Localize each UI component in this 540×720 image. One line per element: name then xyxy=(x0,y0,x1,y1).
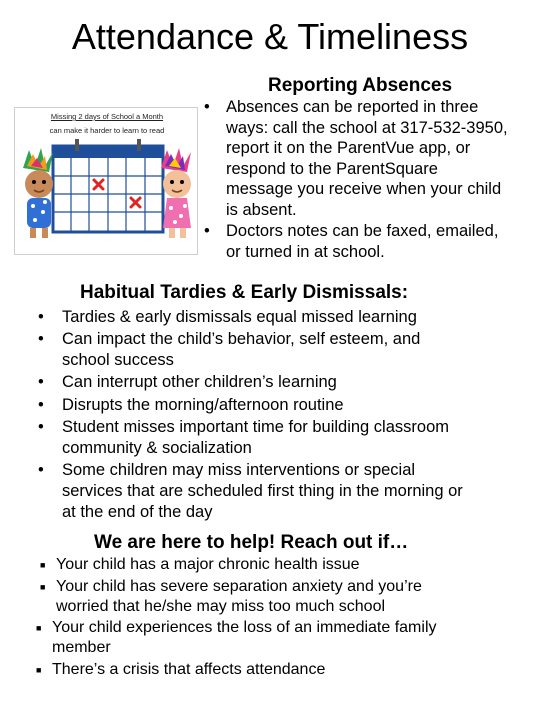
list-item: • Absences can be reported in three ways: call the school at 317-532-3950, report it on the ParentVue app, or respond to the ParentSquare message you receive when your child is absent. xyxy=(204,98,508,219)
bullet-icon: • xyxy=(38,330,44,349)
list-item: • Disrupts the morning/afternoon routine xyxy=(38,395,344,414)
reporting-absences-heading: Reporting Absences xyxy=(268,75,453,96)
help-list xyxy=(36,555,437,682)
bullet-icon: • xyxy=(38,308,44,326)
square-bullet-icon: ■ xyxy=(40,560,46,570)
bullet-icon: • xyxy=(38,461,44,480)
bullet-icon: • xyxy=(204,222,210,240)
help-heading: We are here to help! Reach out if… xyxy=(94,532,409,553)
attendance-illustration xyxy=(14,107,198,255)
bullet-icon: • xyxy=(38,395,44,414)
habitual-tardies-heading: Habitual Tardies & Early Dismissals: xyxy=(80,282,409,303)
list-item: ■ Your child experiences the loss of an immediate family member xyxy=(36,619,437,657)
list-item: • Doctors notes can be faxed, emailed, or turned in at school. xyxy=(204,222,499,261)
square-bullet-icon: ■ xyxy=(36,623,42,634)
calendar-with-trolls-icon xyxy=(15,108,199,256)
illustration-caption-line-1: Missing 2 days of School a Month xyxy=(50,112,164,121)
list-item: ■ Your child has severe separation anxiety and you’re worried that he/she may miss too much school xyxy=(40,577,422,615)
illustration-caption-line-2: can make it harder to learn to read xyxy=(49,126,165,135)
square-bullet-icon: ■ xyxy=(36,664,42,675)
habitual-tardies-list xyxy=(38,307,463,524)
list-item: • Can interrupt other children’s learning xyxy=(38,373,337,392)
bullet-icon: • xyxy=(204,98,210,116)
list-item: • Some children may miss interventions or special services that are scheduled first thing in the morning or at the end of the day xyxy=(38,461,463,521)
list-item: • Tardies & early dismissals equal missed learning xyxy=(38,308,417,326)
page-title: Attendance & Timeliness xyxy=(71,16,469,57)
list-item: ■ There’s a crisis that affects attendance xyxy=(36,660,437,680)
list-item: ■ Your child has a major chronic health issue xyxy=(40,555,437,575)
bullet-icon: • xyxy=(38,373,44,392)
square-bullet-icon: ■ xyxy=(40,581,46,592)
bullet-icon: • xyxy=(38,417,44,436)
list-item: • Student misses important time for building classroom community & socialization xyxy=(38,417,449,457)
reporting-absences-list xyxy=(204,97,508,263)
list-item: • Can impact the child’s behavior, self esteem, and school success xyxy=(38,330,421,370)
